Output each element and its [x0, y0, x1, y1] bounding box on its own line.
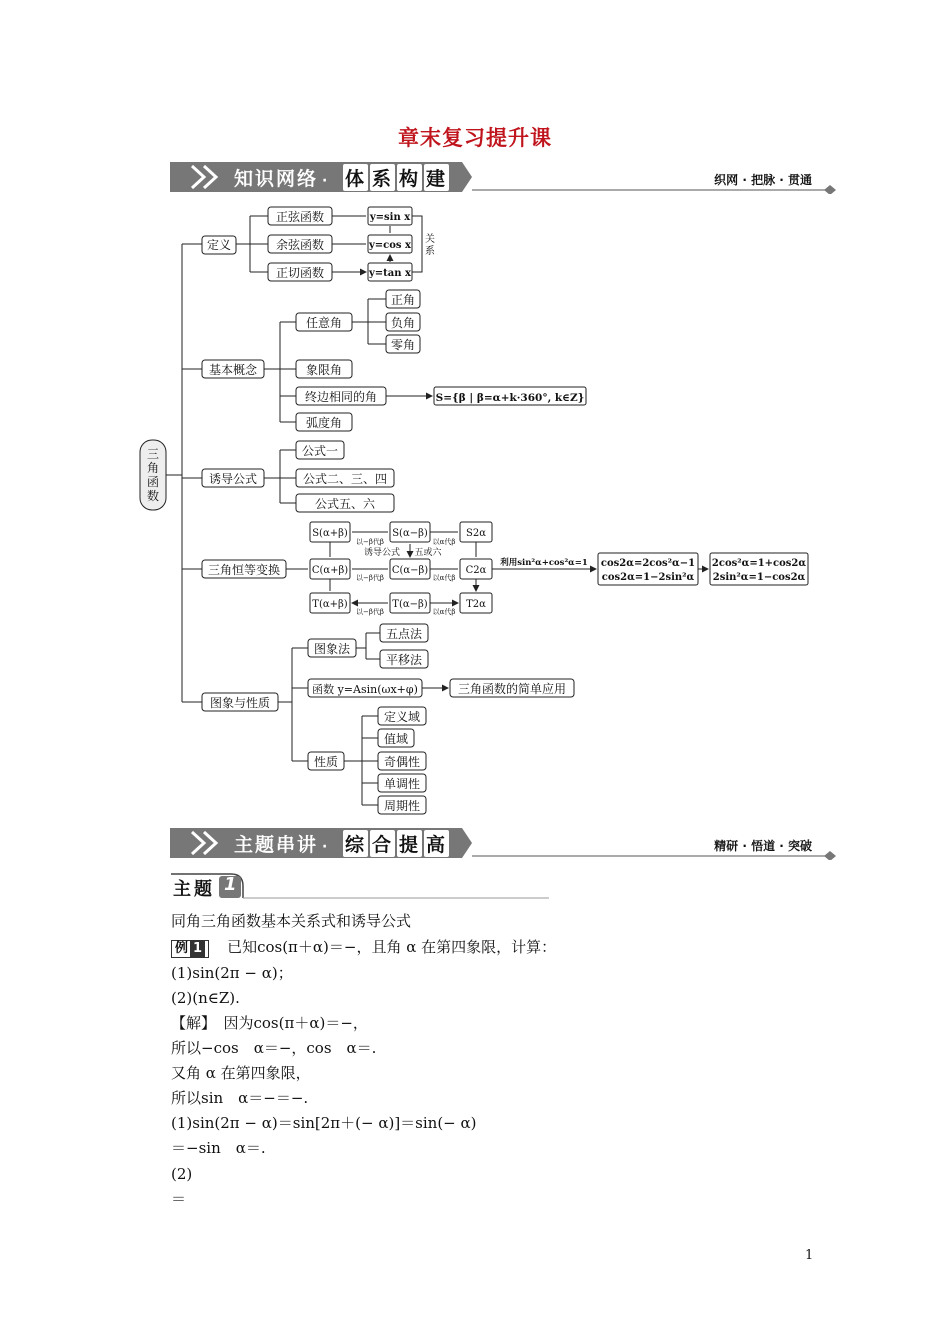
node-formula-56: 公式五、六 [314, 497, 376, 511]
induction-mid-label: 诱导公式 [363, 548, 401, 558]
node-positive-angle: 正角 [390, 293, 416, 307]
solution-line: (2) [171, 1165, 193, 1183]
node-t-double: T2α [466, 599, 486, 610]
node-identity-transform: 三角恒等变换 [207, 563, 281, 577]
example-tag: 例 1 [171, 940, 209, 958]
svg-text:系: 系 [425, 246, 435, 257]
node-formula-1: 公式一 [301, 444, 339, 458]
node-sq-sin: 2sin²α=1−cos2α [712, 572, 806, 583]
node-properties: 性质 [313, 755, 339, 769]
node-sine: 正弦函数 [275, 210, 325, 224]
node-basic-concepts: 基本概念 [208, 363, 258, 377]
topic-heading: 同角三角函数基本关系式和诱导公式 [171, 912, 412, 930]
use-pythagorean-label: 利用sin²α+cos²α=1 [500, 558, 588, 568]
node-s-double: S2α [466, 528, 486, 539]
svg-text:五或六: 五或六 [414, 548, 442, 558]
topic-number: 1 [224, 874, 237, 895]
solution-line: 所以−cos α＝−，cos α＝. [171, 1039, 377, 1057]
node-periodicity: 周期性 [383, 799, 421, 813]
svg-text:角: 角 [146, 461, 160, 475]
node-definition: 定义 [206, 238, 232, 252]
sub-neg-label-3: 以−β代β [356, 608, 384, 616]
node-cos2-a: cos2α=2cos²α−1 [600, 558, 696, 569]
node-zero-angle: 零角 [390, 338, 416, 352]
sub-eq-label-3: 以α代β [432, 608, 456, 616]
node-c-diff: C(α−β) [391, 565, 429, 576]
node-function-form: 函数 y=Asin(ωx+φ) [312, 683, 418, 696]
node-range: 值域 [383, 732, 409, 746]
node-simple-application: 三角函数的简单应用 [457, 682, 567, 696]
node-arbitrary-angle: 任意角 [305, 316, 343, 330]
section-banner-topics: 主题串讲 · 综 合 提 高 精研 · 悟道 · 突破 [170, 826, 838, 860]
node-c-double: C2α [465, 565, 487, 576]
node-parity: 奇偶性 [383, 755, 421, 769]
solution-line: 【解】 因为cos(π＋α)＝−， [171, 1014, 368, 1032]
diamond-icon [824, 851, 836, 860]
node-quadrant-angle: 象限角 [305, 363, 343, 377]
node-coterminal-set: S={β | β=α+k·360°, k∈Z} [435, 392, 585, 404]
node-induction: 诱导公式 [208, 472, 258, 486]
node-monotonicity: 单调性 [383, 777, 421, 791]
solution-line: 又角 α 在第四象限， [171, 1064, 311, 1082]
node-s-diff: S(α−β) [392, 528, 428, 539]
node-radian-angle: 弧度角 [305, 416, 343, 430]
svg-text:数: 数 [146, 489, 160, 503]
sub-neg-label-2: 以−β代β [356, 574, 384, 582]
banner-left-label: 主题串讲 [234, 834, 319, 856]
solution-line: (1)sin(2π − α)； [171, 964, 293, 982]
node-c-sum: C(α+β) [311, 565, 349, 576]
svg-text:函: 函 [146, 475, 160, 489]
section-banner-knowledge: 知识网络 · 体 系 构 建 织网 · 把脉 · 贯通 [170, 160, 838, 194]
node-s-sum: S(α+β) [312, 528, 348, 539]
solution-line: ＝−sin α＝. [171, 1139, 266, 1157]
banner-left-label: 知识网络 [234, 168, 319, 190]
node-t-sum: T(α+β) [312, 599, 348, 610]
diamond-icon [824, 185, 836, 194]
root-label: 三 [146, 447, 160, 461]
node-sq-cos: 2cos²α=1+cos2α [711, 558, 807, 569]
node-func-cos: y=cos x [368, 240, 412, 251]
page-title: 章末复习提升课 [398, 125, 552, 150]
node-coterminal-angle: 终边相同的角 [304, 390, 378, 404]
solution-line: (1)sin(2π − α)＝sin[2π＋(− α)]＝sin(− α) [171, 1114, 477, 1132]
solution-line: (2)(n∈Z). [171, 989, 240, 1007]
solution-line: 所以sin α＝−＝−. [171, 1089, 309, 1107]
page-number: 1 [805, 1248, 814, 1263]
node-func-sin: y=sin x [369, 212, 411, 223]
node-graph-properties: 图象与性质 [209, 696, 271, 710]
node-negative-angle: 负角 [390, 316, 416, 330]
node-formula-234: 公式二、三、四 [302, 472, 388, 486]
sub-eq-label-2: 以α代β [432, 574, 456, 582]
banner-right-label: 织网 · 把脉 · 贯通 [714, 173, 812, 187]
topic-tag [171, 872, 551, 906]
node-domain: 定义域 [383, 710, 421, 724]
example-text: 已知cos(π＋α)＝−，且角 α 在第四象限，计算： [227, 938, 557, 956]
node-cos2-b: cos2α=1−2sin²α [601, 572, 695, 583]
node-tangent: 正切函数 [275, 266, 325, 280]
sub-neg-label-1: 以−β代β [356, 538, 384, 546]
node-five-point: 五点法 [385, 627, 423, 641]
relation-label: 关 [425, 234, 435, 245]
solution-line: ＝ [171, 1190, 187, 1208]
node-cosine: 余弦函数 [275, 238, 325, 252]
example-line [171, 935, 556, 960]
node-t-diff: T(α−β) [392, 599, 428, 610]
banner-right-label: 精研 · 悟道 · 突破 [714, 839, 812, 853]
node-func-tan: y=tan x [368, 268, 412, 279]
topic-label: 主题 [173, 879, 215, 900]
knowledge-diagram [130, 200, 820, 824]
node-translation: 平移法 [385, 653, 423, 667]
node-graph-method: 图象法 [313, 642, 351, 656]
sub-eq-label-1: 以α代β [432, 538, 456, 546]
